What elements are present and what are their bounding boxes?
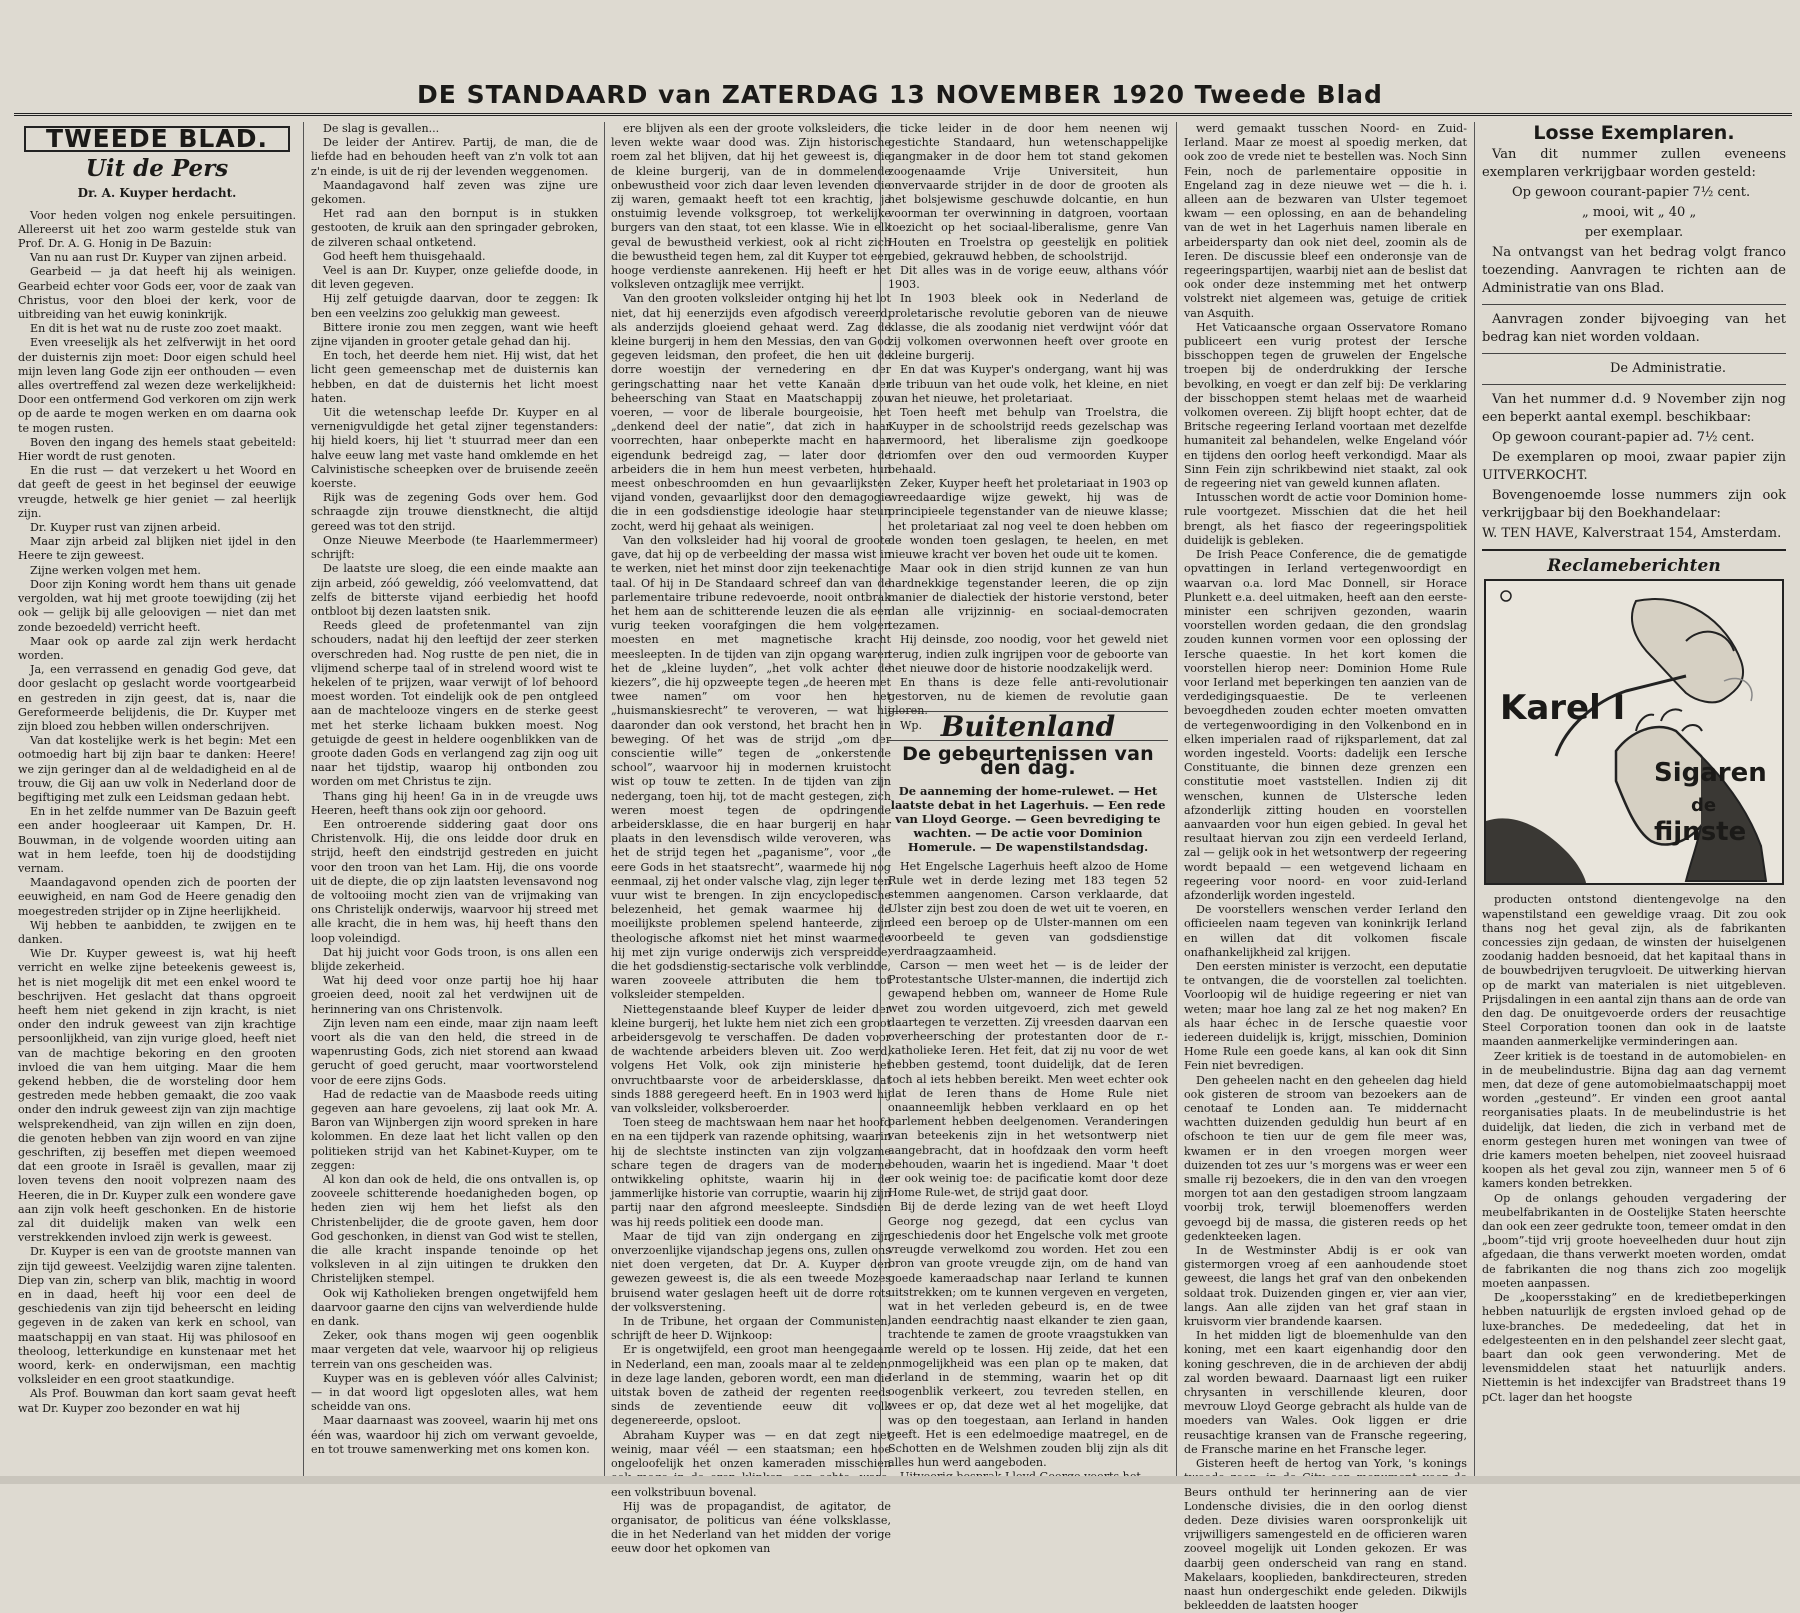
paragraph: Maar ook op aarde zal zijn werk herdacht worden.	[18, 634, 296, 662]
paragraph: Dit alles was in de vorige eeuw, althans vóór 1903.	[888, 264, 1168, 292]
paragraph: Van den volksleider had hij vooral de groote gave, dat hij op de verbeelding der massa wist in te werken, niet het minst door zijn teekenachtige taal. Of hij in De Standaard schreef dan van de parlementaire tribune redevoerde, nooit ontbrak het hem aan de schitterende leuzen die als een vurig teeken voorafgingen die hem volgen moesten en met magnetische kracht meesleepten. In de tijden van zijn opgang waren het de „kleine luyden”, „het volk achter de kiezers”, die hij opzweepte tegen „de heeren met twee namen” om voor hen het „huismanskiesrecht” te veroveren, — wat hij daaronder dan ook verstond, het bracht hen in beweging. Of het was de strijd „om der conscientie wille” tegen de „onkerstende school”, waarvoor hij in modernen kruistocht wist op touw te zetten. In de tijden van zijn nedergang, toen hij, tot de macht gestegen, zich weren moest tegen de opdringende arbeidersklasse, die en haar burgerij en haar plaats in den levensdisch wilde veroveren, was het de strijd tegen het „paganisme”, voor „de eere Gods in het staatsrecht”, waarmede hij nog eenmaal, zij het onder valsche vlag, zijn leger ten vuur wist te brengen. In zijn encyclopedische belezenheid, het gemak waarmee hij de moeilijkste problemen spelend hanteerde, zijn theologische afkomst niet het minst waarmede hij met zijn vurige onderwijs zich verspreidde, die het godsdienstig-sectarische volk verblindde, waren zooveele attributen die hem tot volksleider stempelden.	[611, 533, 891, 1002]
paragraph: Ja, een verrassend en genadig God geve, dat door geslacht op geslacht worde voortgearbeid en gestreden in zijn geest, dat is, naar die Gereformeerde belijdenis, die Dr. Kuyper met zijn bloed zou hebben willen onderschrijven.	[18, 663, 296, 733]
paragraph: Den eersten minister is verzocht, een deputatie te ontvangen, die de voorstellen zal toelichten. Voorloopig wil de huidige regeering er niet van weten; maar hoe lang zal ze het nog maken? En als haar échec in de Iersche quaestie voor iedereen duidelijk is, krijgt, misschien, Dominion Home Rule een goede kans, al kan ook dit Sinn Fein niet bevredigen.	[1184, 959, 1467, 1073]
paragraph: Maar ook in dien strijd kunnen ze van hun hardnekkige tegenstander leeren, die op zijn manier de dialectiek der historie verstond, beter dan alle vrijzinnig- en sociaal-democraten tezamen.	[888, 562, 1168, 633]
paragraph: Rijk was de zegening Gods over hem. God schraagde zijn trouwe dienstknecht, die altijd gereed was tot den strijd.	[311, 491, 598, 533]
column-1	[18, 122, 296, 1484]
paragraph: Wie Dr. Kuyper geweest is, wat hij heeft verricht en welke zijne beteekenis geweest is, het is niet mogelijk dit met een enkel woord te beschrijven. Het geslacht dat thans opgroeit heeft hem niet gekend in zijn kracht, is niet onder den indruk geweest van zijn krachtige persoonlijkheid, van zijn vurige gloed, heeft niet van de machtige bekoring en den grooten invloed die van hem uitging. Maar die hem gekend hebben, die de worsteling door hem gestreden mede hebben gemaakt, die zoo vaak onder den indruk geweest zijn van zijn machtige welsprekendheid, van zijn willen en zijn doen, die genoten hebben van zijn woord en van zijne geschriften, zij beseffen met diepen weemoed dat een groote in Israël is gevallen, maar zij loven tevens den nooit volprezen naam des Heeren, die in Dr. Kuyper zulk een wondere gave aan zijn volk heeft geschonken. En de historie zal dit duidelijk maken van welk een verstrekkenden invloed zijn werk is geweest.	[18, 947, 296, 1245]
news-subhead: De aanneming der home-rulewet. — Het laatste debat in het Lagerhuis. — Een rede van Lloyd George. — Geen bevrediging te wachten. — De actie voor Dominion Homerule. — De wapenstilstandsdag.	[890, 783, 1166, 854]
paragraph: Reeds gleed de profetenmantel van zijn schouders, nadat hij den leeftijd der zeer sterken overschreden had. Nog rustte de pen niet, die in vlijmend scherpe taal of in strelend woord wist te hekelen of te prijzen, waar verwijt of lof behoord moest worden. Tot eindelijk ook de pen ontgleed aan de machtelooze vingers en de sterke geest met het sterke lichaam bukken moest. Nog getuigde de geest in heldere oogenblikken van de groote daden Gods en verlangend zag zijn oog uit naar het tijdstip, waarop hij ontbonden zou worden om met Christus te zijn.	[311, 619, 598, 789]
notice-line: Aanvragen zonder bijvoeging van het bedrag kan niet worden voldaan.	[1482, 312, 1786, 346]
paragraph: Intusschen wordt de actie voor Dominion home-rule voortgezet. Misschien dat die het heil brengt, als het fiasco der regeeringspolitiek duidelijk is gebleken.	[1184, 491, 1467, 547]
paragraph: Den geheelen nacht en den geheelen dag hield ook gisteren de stroom van bezoekers aan de cenotaaf te Londen aan. Te middernacht wachtten duizenden geduldig hun beurt af en ofschoon te tien uur de gem file meer was, kwamen er in den vroegen morgen weer duizenden tot zes uur 's morgens was er weer een smalle rij bezoekers, die in den van den vroegen morgen tot aan den gestadigen stroom langzaam voorbij trok, terwijl bloemenoffers werden gevoegd bij de massa, die gisteren reeds op het gedenkteeken lagen.	[1184, 1073, 1467, 1243]
paragraph: Wp.	[900, 718, 923, 732]
column-divider	[880, 122, 881, 1484]
paragraph: Dat hij juicht voor Gods troon, is ons allen een blijde zekerheid.	[311, 945, 598, 973]
paragraph: Door zijn Koning wordt hem thans uit genade vergolden, wat hij met groote toewijding (zij het ook — gelijk bij alle geloovigen — niet dan met zonde bezoedeld) verricht heeft.	[18, 577, 296, 634]
paragraph: En in het zelfde nummer van De Bazuin geeft een ander hoogleeraar uit Kampen, Dr. H. Bouwman, in de volgende woorden uiting aan wat in hem leefde, toen hij de doodstijding vernam.	[18, 805, 296, 875]
paragraph: Dr. Kuyper is een van de grootste mannen van zijn tijd geweest. Veelzijdig waren zijne talenten. Diep van zin, scherp van blik, machtig in woord en in daad, heeft hij voor een deel de geschiedenis van zijn tijd beheerscht en leiding gegeven in de zaken van kerk en school, van maatschappij en van staat. Hij was philosoof en theoloog, letterkundige en kunstenaar met het woord, kerk- en onderwijsman, een machtig volksleider en een groot staatkundige.	[18, 1245, 296, 1387]
paragraph: Bij de derde lezing van de wet heeft Lloyd George nog gezegd, dat een cyclus van geschiedenis door het Engelsche volk met groote vreugde verwelkomd zou worden. Het zou een bron van groote vreugde zijn, om de hand van goede kameraadschap naar Ierland te kunnen uitstrekken; om te kunnen vergeven en vergeten, wat in het verleden gebeurd is, en de twee landen eendrachtig naast elkander te zien gaan, trachtende te zamen de groote vraagstukken van de wereld op te lossen. Hij zeide, dat het een onmogelijkheid was een plan op te maken, dat Ierland in de stemming, waarin het op dit oogenblik verkeert, zou tevreden stellen, en wees er op, dat deze wet al het mogelijke, dat was op den toegestaan, aan Ierland in handen geeft. Het is een edelmoedige maatregel, en de Schotten en de Welshmen zouden blij zijn als dit alles hun werd aangeboden.	[888, 1200, 1168, 1470]
paragraph: Het rad aan den bornput is in stukken gestooten, de kruik aan den springader gebroken, de zilveren schaal ontketend.	[311, 207, 598, 249]
paragraph: Ook wij Katholieken brengen ongetwijfeld hem daarvoor gaarne den cijns van welverdiende hulde en dank.	[311, 1286, 598, 1329]
paragraph: God heeft hem thuisgehaald.	[323, 249, 486, 263]
paragraph: Maar de tijd van zijn ondergang en zijn onverzoenlijke vijandschap jegens ons, zullen ons niet doen vergeten, dat Dr. A. Kuyper den gewezen geweest is, die als een tweede Mozes bruisend water geslagen heeft uit de dorre rots der volksverstening.	[611, 1229, 891, 1314]
paragraph: Van nu aan rust Dr. Kuyper van zijnen arbeid.	[30, 251, 287, 265]
subsection-title: Uit de Pers	[85, 155, 229, 183]
notice-line: Van het nummer d.d. 9 November zijn nog een beperkt aantal exempl. beschikbaar:	[1482, 392, 1786, 426]
paragraph: Hij deinsde, zoo noodig, voor het geweld niet terug, indien zulk ingrijpen voor de geboorte van het nieuwe door de historie noodzakelijk werd.	[888, 633, 1168, 675]
paragraph: Het Engelsche Lagerhuis heeft alzoo de Home Rule wet in derde lezing met 183 tegen 52 stemmen aangenomen. Carson verklaarde, dat Ulster zijn best zou doen de wet uit te voeren, en deed een beroep op de Ulster-mannen om een voorbeeld te geven van godsdienstige verdraagzaamheid.	[888, 859, 1168, 958]
notice-divider	[1482, 353, 1786, 354]
paragraph: Had de redactie van de Maasbode reeds uiting gegeven aan hare gevoelens, zij laat ook Mr. A. Baron van Wijnbergen zijn woord spreken in hare kolommen. En deze laat het licht vallen op den politieken strijd van het Kabinet-Kuyper, om te zeggen:	[311, 1087, 598, 1172]
article-body	[1482, 893, 1786, 1404]
article-body	[311, 122, 598, 1457]
paragraph: In de Tribune, het orgaan der Communisten, schrijft de heer D. Wijnkoop:	[611, 1315, 891, 1343]
paragraph: Van dat kostelijke werk is het begin: Met een ootmoedig hart bij zijn baar te danken: Heere! we zijn geringer dan al de weldadigheid en al de trouw, die Gij aan uw volk in Nederland door de begiftiging met zulk een Leidsman gedaan hebt.	[18, 734, 296, 804]
section-title: TWEEDE BLAD.	[24, 126, 290, 152]
paragraph: werd gemaakt tusschen Noord- en Zuid-Ierland. Maar ze moest al spoedig merken, dat ook zoo de vrede niet te bestellen was. Noch Sinn Fein, noch de parlementaire oppositie in Engeland zag in deze nieuwe wet — die h. i. alleen aan de bezwaren van Ulster tegemoet kwam — een oplossing, en aan de behandeling van de wet in het Lagerhuis namen liberale en arbeidersparty dan ook niet deel, zoomin als de Ieren. De discussie bleef een onderonsje van de regeeringspartijen, waarbij niet aan de beslist dat ook onder deze instemming met het ontwerp volstrekt niet algemeen was, getuige de critiek van Asquith.	[1184, 122, 1467, 320]
administratie-signature: De Administratie.	[1609, 361, 1726, 377]
paragraph: Maar daarnaast was zooveel, waarin hij met ons één was, waardoor hij zich om verwant gevoelde, en tot trouwe samenwerking met ons komen kon.	[311, 1414, 598, 1456]
column-4	[888, 122, 1168, 1484]
paragraph: producten ontstond dientengevolge na den wapenstilstand een geweldige vraag. Dit zou ook thans nog het geval zijn, als de fabrikanten concessies zijn gedaan, de winsten der huiselgenen zoodanig hadden besnoeid, dat het kapitaal thans in de bouwbedrijven terugvloeit. De uitwerking hiervan op de markt van materialen is niet uitgebleven. Prijsdalingen in een aantal zijn thans aan de orde van den dag. De onuitgevoerde orders der reusachtige Steel Corporation toonen dan ook in de laatste maanden aanmerkelijke verminderingen aan.	[1482, 893, 1786, 1049]
article-body	[18, 209, 296, 1416]
paragraph: Maar zijn arbeid zal blijken niet ijdel in den Heere te zijn geweest.	[18, 535, 296, 563]
paragraph: Uit die wetenschap leefde Dr. Kuyper en al vernenigvuldigde het getal zijner tegenstanders: hij hield koers, hij liet 't stuurrad meer dan een halve eeuw lang met vaste hand omklemde en het Calvinistische scheepken over de bruisende zeeën koerste.	[311, 406, 598, 491]
paragraph: Gisteren heeft de hertog van York, 's konings Beurs onthuld ter herinnering aan de vier Londensche divisies, die in den oorlog dienst deden. Deze divisies waren oorspronkelijk uit vrijwilligers samengesteld en de officieren waren zooveel mogelijk uit Londen gekozen. Er was daarbij geen onderscheid van rang en stand. Makelaars, kooplieden, bankdirecteuren, streden naast hun ondergeschikt ende geleden. Dikwijls bekleedden de laatsten hooger	[1184, 1457, 1467, 1613]
masthead-rule	[14, 113, 1792, 116]
paragraph: Toen steeg de machtswaan hem naar het hoofd en na een tijdperk van razende ophitsing, waarin hij de slechtste instincten van zijn volgzame schare tegen de dragers van de moderne ontwikkeling ophitste, waarin hij in de jammerlijke historie van corruptie, waarin hij zijn partij naar den afgrond meesleepte. Sindsdien was hij reeds politiek een doode man.	[611, 1116, 891, 1229]
column-divider	[303, 122, 304, 1484]
paragraph: Boven den ingang des hemels staat gebeiteld: Hier wordt de rust genoten.	[18, 435, 296, 464]
paragraph: Zeker, ook thans mogen wij geen oogenblik maar vergeten dat vele, waarvoor hij op religieus terrein van ons gescheiden was.	[311, 1329, 598, 1371]
paragraph: Van den grooten volksleider ontging hij het lot niet, dat hij eenerzijds even afgodisch vereerd, als anderzijds gloeiend gehaat werd. Zag de kleine burgerij in hem den Messias, den van God gegeven leidsman, den profeet, die hen uit de dorre woestijn der vernedering en der geringschatting naar het vette Kanaän der beheersching van Staat en Maatschappij zou voeren, — voor de liberale bourgeoisie, het „denkend deel der natie”, dat zich in haar voorrechten, haar onbeperkte macht en haar eigendunk bedreigd zag, — later door de arbeiders die in hem hun meest verbeten, hun meest onbeschroomden en hun gevaarlijksten vijand vonden, gevaarlijkst door den demagogie die in een godsdienstige ideologie haar steun zocht, werd hij gehaat als weinigen.	[611, 292, 891, 533]
column-5	[1184, 122, 1467, 1613]
news-headline: De gebeurtenissen van den dag.	[902, 743, 1154, 780]
notice-line: per exemplaar.	[1584, 225, 1684, 241]
ad-line-2: de	[1691, 795, 1717, 817]
ad-brand: Karel I	[1500, 688, 1626, 729]
column-divider	[1176, 122, 1177, 1484]
paragraph: De slag is gevallen...	[323, 122, 440, 135]
paragraph: Hij zelf getuigde daarvan, door te zeggen: Ik ben een veelzins zoo gelukkig man geweest.	[311, 292, 598, 320]
notice-line: Op gewoon courant-papier 7½ cent.	[1512, 185, 1751, 201]
reclame-title: Reclameberichten	[1547, 556, 1721, 577]
column-divider	[1474, 122, 1475, 1484]
notice-divider	[1482, 384, 1786, 385]
article-body	[611, 122, 891, 1557]
paragraph: De „koopersstaking” en de kredietbeperkingen hebben natuurlijk de ergsten invloed gehad op de luxe-branches. De mededeeling, dat het in edelgesteenten en in den pelshandel zeer slecht gaat, baart dan ook geen verwondering. Met de levensmiddelen staat het natuurlijk anders. Niettemin is het indexcijfer van Bradstreet thans 19 pCt. lager dan het hoogste	[1482, 1291, 1786, 1404]
paragraph: Kuyper was en is gebleven vóór alles Calvinist; — in dat woord ligt opgesloten alles, wat hem scheidde van ons.	[311, 1371, 598, 1414]
column-3	[611, 122, 891, 1556]
paragraph: De leider der Antirev. Partij, de man, die de liefde had en behouden heeft van z'n volk tot aan z'n einde, is uit de rij der levenden weggenomen.	[311, 136, 598, 178]
paragraph: Abraham Kuyper was — en dat zegt niet weinig, maar véél — een staatsman; een hoe ongeloofelijk het onzen kameraden misschien een volkstribuun bovenal.	[611, 1428, 891, 1499]
paragraph: Even vreeselijk als het zelfverwijt in het oord der duisternis zijn moet: Door eigen schuld heel mijn leven lang Gode zijn eer onthouden — even alles overtreffend zal wezen deze werkelijkheid: Door een ontfermend God verkoren om zijn werk op de aarde te mogen werken en om daarna ook te mogen rusten.	[18, 336, 296, 435]
paragraph: En dat was Kuyper's ondergang, want hij was de tribuun van het oude volk, het kleine, en niet van het nieuwe, het proletariaat.	[888, 363, 1168, 405]
paragraph: De laatste ure sloeg, die een einde maakte aan zijn arbeid, zóó geweldig, zóó veelomvattend, dat zelfs de bitterste vijand eerbiedig het hoofd ontbloot bij dezen laatsten snik.	[311, 562, 598, 618]
paragraph: Zeker, Kuyper heeft het proletariaat in 1903 op wreedaardige wijze gewekt, hij was de principieele tegenstander van de nieuwe klasse; het proletariaat zal nog veel te doen hebben om de wonden toen geslagen, te heelen, en met nieuwe kracht ver boven het oude uit te komen.	[888, 477, 1168, 562]
paragraph: Zijn leven nam een einde, maar zijn naam leeft voort als die van den held, die streed in de wapenrusting Gods, zich niet storend aan kwaad gerucht of goed gerucht, maar voortworstelend voor de eere zijns Gods.	[311, 1016, 598, 1087]
paragraph: Voor heden volgen nog enkele persuitingen. Allereerst uit het zoo warm gestelde stuk van Prof. Dr. A. G. Honig in De Bazuin:	[18, 208, 296, 251]
paragraph: Onze Nieuwe Meerbode (te Haarlemmermeer) schrijft:	[311, 533, 598, 562]
notice-line: Bovengenoemde losse nummers zijn ook verkrijgbaar bij den Boekhandelaar:	[1482, 488, 1786, 522]
paragraph: Er is ongetwijfeld, een groot man heengegaan in Nederland, een man, zooals maar al te zelden, in deze lage landen, geboren wordt, een man die uitstak boven de zatheid der regenten reeds sinds de zeventiende eeuw dit volk degenereerde, opsloot.	[611, 1343, 891, 1428]
paragraph: Bittere ironie zou men zeggen, want wie heeft zijne vijanden in grooter getale gehad dan hij.	[311, 320, 598, 349]
paragraph: Het Vaticaansche orgaan Osservatore Romano publiceert een vurig protest der Iersche bisschoppen tegen de gruwelen der Engelsche troepen bij de onderdrukking der Iersche bevolking, en voegt er dan zelf bij: De verklaring der bisschoppen stemt helaas met de waarheid volkomen overeen. Zij blijft hoopt echter, dat de Britsche regeering Ierland voortaan met dezelfde humaniteit zal behandelen, welke Engeland vóór en tijdens den oorlog heeft verkondigd. Maar als Sinn Fein zijn schrikbewind niet staakt, zal ook de regeering niet van geweld kunnen aflaten.	[1184, 320, 1467, 491]
article-body	[1184, 122, 1467, 1613]
column-2	[311, 122, 598, 1484]
notice-line: W. TEN HAVE, Kalverstraat 154, Amsterdam.	[1482, 526, 1782, 542]
paragraph: Op de onlangs gehouden vergadering der meubelfabrikanten in de Oostelijke Staten heerschte dan ook een zeer gedrukte toon, temeer omdat in den „boom”-tijd vrij groote hoeveelheden duur hout zijn afgedaan, die thans verwerkt moeten worden, omdat de fabrikanten die nog thans zich zoo mogelijk moeten aanpassen.	[1482, 1191, 1786, 1290]
paragraph: Zijne werken volgen met hem.	[30, 563, 201, 577]
news-body	[888, 860, 1168, 1485]
paragraph: Maandagavond openden zich de poorten der eeuwigheid, en nam God de Heere genadig den moegestreden strijder op in Zijne heerlijkheid.	[18, 876, 296, 918]
losse-exemplaren-notice	[1482, 146, 1786, 543]
ad-line-1: Sigaren	[1654, 758, 1767, 789]
notice-line: Na ontvangst van het bedrag volgt franco toezending. Aanvragen te richten aan de Administratie van ons Blad.	[1482, 245, 1786, 297]
paragraph: Toen heeft met behulp van Troelstra, die Kuyper in de schoolstrijd reeds gezelschap was vermoord, het liberalisme zijn goedkoope triomfen over den oud vermoorden Kuyper behaald.	[888, 406, 1168, 476]
paragraph: En dit is het wat nu de ruste zoo zoet maakt.	[30, 322, 282, 336]
paragraph: Wat hij deed voor onze partij hoe hij haar groeien deed, nooit zal het verdwijnen uit de herinnering van ons Christenvolk.	[311, 974, 598, 1016]
notice-line: „ mooi, wit „ 40 „	[1582, 205, 1697, 221]
paragraph: Carson — men weet het — is de leider der Protestantsche Ulster-mannen, die indertijd zich gewapend hebben om, wanneer de Home Rule wet zou worden uitgevoerd, zich met geweld daartegen te verzetten. Zij vreesden daarvan een overheersching der protestanten door de r.-katholieke Ieren. Het feit, dat zij nu voor de wet hebben gestemd, toont duidelijk, dat de Ieren toch al iets hebben bereikt. Men weet echter ook dat de Ieren thans de Home Rule niet onaanneemlijk hebben verklaard en op het parlement hebben deelgenomen. Veranderingen van beteekenis zijn in het wetsontwerp niet aangebracht, dat in hoofdzaak den vorm heeft behouden, waarin het is ingediend. Maar 't doet er ook weinig toe: de pacificatie komt door deze Home Rule-wet, de strijd gaat door.	[888, 959, 1168, 1200]
paragraph: In de Westminster Abdij is er ook van gistermorgen vroeg af een aanhoudende stoet geweest, die langs het graf van den onbekenden soldaat trok. Duizenden gingen er, vier aan vier, langs. Aan alle zijden van het graf staan in kruisvorm vier brandende kaarsen.	[1184, 1244, 1467, 1329]
section-divider	[1482, 549, 1786, 551]
paragraph: ticke leider in de door hem neenen wij gestichte Standaard, hun wetenschappelijke gangmaker in de door hem tot stand gekomen zoogenaamde Vrije Universiteit, hun onvervaarde strijder in de door de grooten als het bolsjewisme geschuwde dolcantie, en hun voorman ter overwinning in datgroen, voortaan toezicht op het sociaal-liberalisme, genre Van Houten en Troelstra op geestelijk en politiek gebied, gekrauwd hebben, de schoolstrijd.	[888, 122, 1168, 263]
paragraph: Veel is aan Dr. Kuyper, onze geliefde doode, in dit leven gegeven.	[311, 264, 598, 292]
paragraph: Dr. Kuyper rust van zijnen arbeid.	[30, 521, 221, 535]
paragraph: De voorstellers wenschen verder Ierland den officieelen naam tegeven van koninkrijk Ierland en willen dat dit volkomen fiscale onafhankelijkheid zal krijgen.	[1184, 903, 1467, 959]
notice-line: Van dit nummer zullen eveneens exemplaren verkrijgbaar worden gesteld:	[1482, 147, 1786, 181]
paragraph: Hij was de propagandist, de agitator, de organisator, de politicus van ééne volksklasse, die in het Nederland van het midden der vorige eeuw door het opkomen van	[611, 1499, 891, 1556]
column-divider	[604, 122, 605, 1484]
article-title: Dr. A. Kuyper herdacht.	[77, 186, 237, 201]
page-bottom-edge	[0, 1476, 1800, 1484]
paragraph: Maandagavond half zeven was zijne ure gekomen.	[311, 178, 598, 207]
paragraph: Niettegenstaande bleef Kuyper de leider der kleine burgerij, het lukte hem niet zich een groot arbeidersgevolg te verschaffen. De daden voor de wachtende arbeiders bleven uit. Zoo werd, volgens Het Volk, ook zijn ministerie het onvruchtbaarste voor de arbeidersklasse, dat sinds 1888 geregeerd heeft. En in 1903 werd hij van volksleider, volksberoerder.	[611, 1002, 891, 1116]
notice-line: Op gewoon courant-papier ad. 7½ cent.	[1492, 430, 1755, 446]
paragraph: Al kon dan ook de held, die ons ontvallen is, op zooveele schitterende hoedanigheden bogen, op heden zien wij hem het liefst als den Christenbelijder, die de groote gaven, hem door God geschonken, in dienst van God wist te stellen, die alle kracht inspande tenoinde op het volksleven in al zijn uitingen te drukken den Christelijken stempel.	[311, 1173, 598, 1286]
paragraph: Gearbeid — ja dat heeft hij als weinigen. Gearbeid echter voor Gods eer, voor de zaak van Christus, voor den bloei der kerk, voor de uitbreiding van het euwig koninkrijk.	[18, 265, 296, 322]
notice-divider	[1482, 304, 1786, 305]
paragraph: Thans ging hij heen! Ga in in de vreugde uws Heeren, heeft thans ook zijn oor gehoord.	[311, 789, 598, 817]
cigar-advertisement	[1484, 579, 1784, 885]
paragraph: ere blijven als een der groote volksleiders, die leven wekte waar dood was. Zijn historische roem zal het blijven, dat hij het geweest is, die de kleine burgerij, van de in dommelende onbewustheid voor zich daar leven levenden die zij waren, gemaakt heeft tot een krachtig, ja onstuimig levende volksgroep, tot werkelijke burgers van den staat, tot een klasse. Wie in elk geval de bewustheid verkiest, ook al richt zich die bewustheid tegen hem, zal dit Kuyper tot een hooge verdienste aanrekenen. Hij heeft er het volksleven ontzaglijk mee verrijkt.	[611, 122, 891, 292]
paragraph: Een ontroerende siddering gaat door ons Christenvolk. Hij, die ons leidde door druk en strijd, heeft den eindstrijd gestreden en juicht voor den troon van het Lam. Hij, die ons voorde uit de diepte, die op zijn laatsten levensavond nog de voltooiing mocht zien van de vrijmaking van ons Christelijk onderwijs, waarvoor hij streed met alle kracht, die in hem was, hij heeft thans den loop voleindigd.	[311, 817, 598, 945]
paragraph: En toch, het deerde hem niet. Hij wist, dat het licht geen gemeenschap met de duisternis kan hebben, en dat de duisternis het licht moest haten.	[311, 349, 598, 405]
ad-line-3: fijnste	[1654, 817, 1747, 848]
paragraph: In het midden ligt de bloemenhulde van den koning, met een kaart eigenhandig door den koning geschreven, die in de archieven der abdij zal worden bewaard. Daarnaast ligt een ruiker chrysanten in verschillende kleuren, door mevrouw Lloyd George gebracht als hulde van de moeders van Wales. Ook liggen er drie reusachtige kransen van de Fransche regeering, de Fransche marine en het Fransche leger.	[1184, 1329, 1467, 1456]
paragraph: In 1903 bleek ook in Nederland de proletarische revolutie geboren van de nieuwe klasse, die als zoodanig niet verdwijnt vóór dat zij volkomen overwonnen heeft over groote en kleine burgerij.	[888, 292, 1168, 363]
paragraph: En die rust — dat verzekert u het Woord en dat geeft de geest in het beginsel der eeuwige vreugde, hetwelk ge hier geniet — zal heerlijk zijn.	[18, 464, 296, 520]
losse-exemplaren-title: Losse Exemplaren.	[1533, 122, 1735, 144]
paragraph: Zeer kritiek is de toestand in de automobielen- en in de meubelindustrie. Bijna dag aan dag vernemt men, dat deze of gene automobielmaatschappij moet worden „gesteund”. Er vinden een groot aantal reorganisaties plaats. In de meubelindustrie is het duidelijk, dat lieden, die zich in verband met de enorm gestegen huren met woningen van twee of drie kamers moeten behelpen, niet zooveel huisraad koopen als het geval zou zijn, wanneer men 5 of 6 kamers konden betrekken.	[1482, 1049, 1786, 1191]
paragraph: En thans is deze felle anti-revolutionair gestorven, nu de kiemen de revolutie gaan gloren.	[888, 675, 1168, 718]
buitenland-title: Buitenland	[940, 710, 1116, 743]
paragraph: Wij hebben te aanbidden, te zwijgen en te danken.	[18, 918, 296, 946]
paragraph: De Irish Peace Conference, die de gematigde opvattingen in Ierland vertegenwoordigt en waarvan o.a. lord Mac Donnell, sir Horace Plunkett e.a. deel uitmaken, heeft aan den eerste-minister een schrijven gezonden, waarin voorstellen worden gedaan, die den grondslag zouden kunnen vormen voor een oplossing der Iersche quaestie. In het kort komen die voorstellen hierop neer: Dominion Home Rule voor Ierland met beperkingen ten aanzien van de verdedigingsquaestie. De te verleenen bevoegdheden zouden echter moeten omvatten de vertegenwoordiging in den Volkenbond en in elken imperialen raad of rijksparlement, dat zal worden ingesteld. Voorts: dadelijk een Iersche Constituante, die binnen deze grenzen een constitutie moet vaststellen. Indien zij dit wenschen, kunnen de Ulstersche leden afzonderlijk zitting houden en voorstellen aanvaarden voor hun eigen gebied. In geval het resultaat hiervan zou zijn een verdeeld Ierland, zal — gelijk ook in het wetsontwerp der regeering wordt bepaald — een wetgevend lichaam en regeering voor noord- en voor zuid-Ierland afzonderlijk worden ingesteld.	[1184, 548, 1467, 902]
notice-line: De exemplaren op mooi, zwaar papier zijn UITVERKOCHT.	[1482, 450, 1786, 484]
paragraph: Als Prof. Bouwman dan kort saam gevat heeft wat Dr. Kuyper zoo bezonder en wat hij	[18, 1387, 296, 1415]
column-6	[1482, 122, 1786, 1484]
masthead: DE STANDAARD van ZATERDAG 13 NOVEMBER 1920 Tweede Blad	[417, 80, 1383, 109]
